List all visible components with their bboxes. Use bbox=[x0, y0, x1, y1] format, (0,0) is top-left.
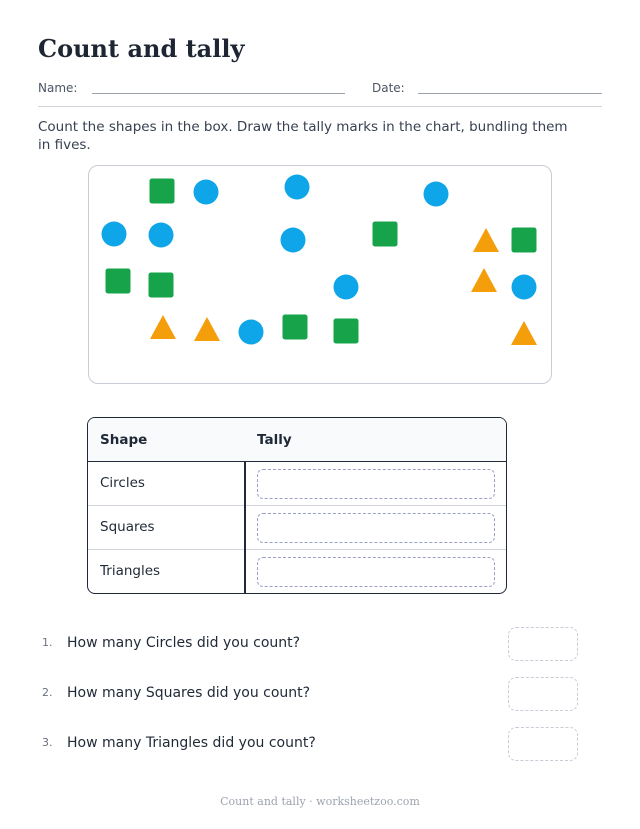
question-text: How many Circles did you count? bbox=[67, 635, 301, 651]
triangle-shape bbox=[473, 228, 499, 252]
question-number: 3. bbox=[42, 736, 53, 749]
name-line[interactable] bbox=[92, 93, 345, 94]
shapes-canvas bbox=[89, 166, 553, 385]
table-row bbox=[88, 506, 506, 550]
triangle-shape bbox=[471, 268, 497, 292]
row-label-triangles: Triangles bbox=[100, 563, 161, 579]
question-number: 1. bbox=[42, 636, 53, 649]
circle-shape bbox=[281, 228, 306, 253]
square-shape bbox=[373, 222, 398, 247]
square-shape bbox=[149, 273, 174, 298]
circle-shape bbox=[285, 175, 310, 200]
answer-box-1[interactable] bbox=[508, 627, 578, 661]
row-label-squares: Squares bbox=[100, 519, 155, 535]
tally-box-triangles[interactable] bbox=[257, 557, 495, 587]
footer: Count and tally · worksheetzoo.com bbox=[220, 795, 420, 808]
triangle-shape bbox=[511, 321, 537, 345]
table-row bbox=[88, 462, 506, 506]
tally-table bbox=[87, 417, 507, 594]
circle-shape bbox=[239, 320, 264, 345]
table-row bbox=[88, 550, 506, 594]
instructions: Count the shapes in the box. Draw the tally marks in the chart, bundling them in fives. bbox=[38, 119, 568, 153]
circle-shape bbox=[512, 275, 537, 300]
square-shape bbox=[334, 319, 359, 344]
page-title: Count and tally bbox=[38, 34, 245, 63]
question-1 bbox=[38, 627, 602, 661]
answer-box-2[interactable] bbox=[508, 677, 578, 711]
question-text: How many Squares did you count? bbox=[67, 685, 311, 701]
question-number: 2. bbox=[42, 686, 53, 699]
table-header bbox=[88, 418, 506, 462]
header-shape: Shape bbox=[100, 432, 148, 448]
tally-box-circles[interactable] bbox=[257, 469, 495, 499]
circle-shape bbox=[149, 223, 174, 248]
date-line[interactable] bbox=[418, 93, 602, 94]
circle-shape bbox=[334, 275, 359, 300]
question-text: How many Triangles did you count? bbox=[67, 735, 316, 751]
triangle-shape bbox=[150, 315, 176, 339]
square-shape bbox=[150, 179, 175, 204]
name-date-row bbox=[38, 79, 602, 99]
circle-shape bbox=[194, 180, 219, 205]
square-shape bbox=[106, 269, 131, 294]
square-shape bbox=[283, 315, 308, 340]
question-2 bbox=[38, 677, 602, 711]
header-divider bbox=[38, 106, 602, 107]
date-label: Date: bbox=[372, 81, 405, 95]
header-tally: Tally bbox=[257, 432, 292, 448]
triangle-shape bbox=[194, 317, 220, 341]
tally-box-squares[interactable] bbox=[257, 513, 495, 543]
name-label: Name: bbox=[38, 81, 78, 95]
answer-box-3[interactable] bbox=[508, 727, 578, 761]
circle-shape bbox=[424, 182, 449, 207]
square-shape bbox=[512, 228, 537, 253]
circle-shape bbox=[102, 222, 127, 247]
shape-box bbox=[88, 165, 552, 384]
column-divider bbox=[244, 462, 246, 594]
row-label-circles: Circles bbox=[100, 475, 145, 491]
question-3 bbox=[38, 727, 602, 761]
